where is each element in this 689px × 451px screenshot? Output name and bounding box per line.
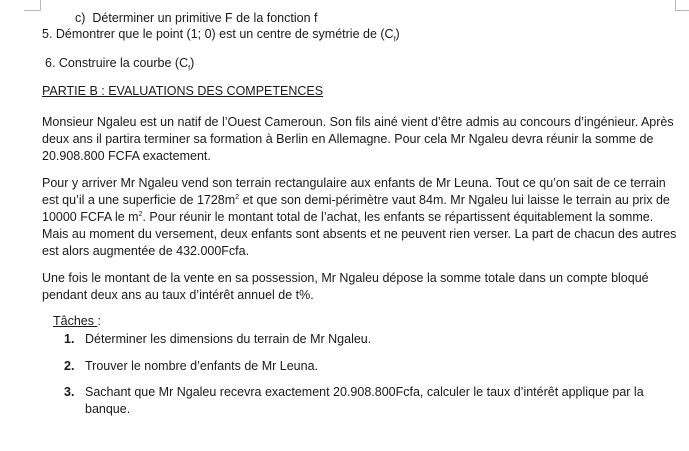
tasks-title [53, 313, 101, 330]
paragraph-terrain-part-a: Pour y arriver Mr Ngaleu vend son terrain rectangulaire aux enfants de Mr Leuna. Tout ce qu’on sait de ce terrain est qu’il a une superficie de 1728m [42, 176, 666, 207]
item-5-end: ) [395, 27, 400, 41]
paragraph-terrain-part-c: . Pour réunir le montant total de l’achat, les enfants se répartissent équitablement la somme. Mais au moment du versement, deux enfants sont absents et ne peuvent rien verser. La part de chacun des autres est alors augmentée de 432.000Fcfa. [42, 210, 677, 258]
superscript-squared: 2 [235, 193, 240, 201]
page-corner-mark-left [24, 0, 41, 11]
item-6 [45, 55, 194, 72]
item-6-text: 6. Construire la courbe (C [45, 56, 189, 70]
item-5 [42, 26, 400, 43]
tasks-title-colon: : [97, 314, 101, 328]
item-c-text: Déterminer un primitive F de la fonction f [92, 11, 318, 25]
task-number: 1. [64, 332, 75, 346]
page-corner-mark-right [675, 0, 689, 11]
section-heading: PARTIE B : EVALUATIONS DES COMPETENCES [42, 84, 324, 98]
tasks-title-text: Tâches [53, 314, 98, 328]
task-number: 3. [64, 385, 75, 399]
paragraph-terrain-part-b: et que son demi-périmètre vaut 84m. Mr Ngaleu lui laisse le terrain au prix de 10000 FCFA le m [42, 193, 670, 224]
task-text: Trouver le nombre d’enfants de Mr Leuna. [85, 359, 318, 373]
superscript-squared: 2 [138, 210, 143, 218]
item-c [75, 10, 317, 27]
item-c-label: c) [75, 11, 86, 25]
task-number: 2. [64, 359, 75, 373]
paragraph-context: Monsieur Ngaleu est un natif de l’Ouest Cameroun. Son fils ainé vient d’être admis au concours d’ingénieur. Après deux ans il partira terminer sa formation à Berlin en Allemagne. Pour cela Mr Ngaleu devra réunir la somme de 20.908.800 FCFA exactement. [42, 115, 674, 163]
task-text: Déterminer les dimensions du terrain de Mr Ngaleu. [85, 332, 372, 346]
item-6-end: ) [190, 56, 195, 70]
task-text: Sachant que Mr Ngaleu recevra exactement 20.908.800Fcfa, calculer le taux d’intérêt applique par la banque. [85, 385, 644, 416]
paragraph-deposit: Une fois le montant de la vente en sa possession, Mr Ngaleu dépose la somme totale dans un compte bloqué pendant deux ans au taux d’intérêt annuel de t%. [42, 271, 649, 302]
item-5-text: 5. Démontrer que le point (1; 0) est un centre de symétrie de (C [42, 27, 394, 41]
item-6-subscript: f [188, 65, 191, 73]
item-5-subscript: f [393, 36, 396, 44]
paragraph-terrain [42, 175, 678, 260]
